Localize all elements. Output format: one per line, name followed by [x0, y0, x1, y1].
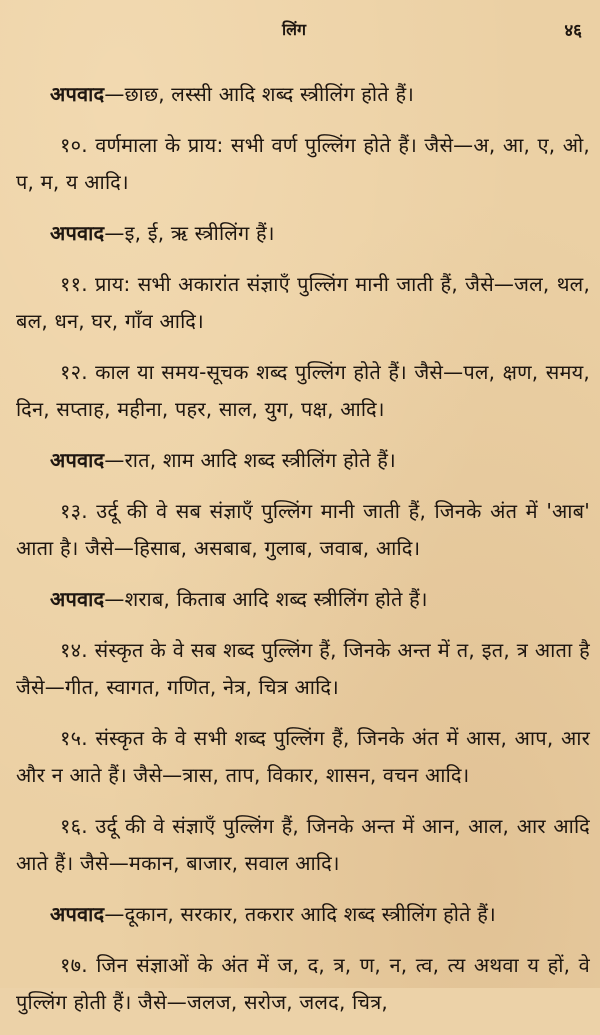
exception-text: —रात, शाम आदि शब्द स्त्रीलिंग होते हैं। [104, 448, 396, 472]
rule-paragraph-17: १७. जिन संज्ञाओं के अंत में ज, द, त्र, ण, न, त्व, त्य अथवा य हों, वे पुल्लिंग होती हैं। जैसे—जलज, सरोज, जलद, चित्र, [16, 953, 590, 1014]
exception-label: अपवाद [50, 448, 105, 472]
exception-label: अपवाद [50, 221, 105, 245]
exception-label: अपवाद [50, 902, 105, 926]
exception-text: —शराब, किताब आदि शब्द स्त्रीलिंग होते हैं। [104, 587, 428, 611]
exception-paragraph [16, 581, 590, 618]
page-body [16, 76, 590, 1035]
exception-label: अपवाद [50, 82, 105, 106]
page-header [0, 18, 600, 44]
rule-paragraph-14: १४. संस्कृत के वे सब शब्द पुल्लिंग हैं, जिनके अन्त में त, इत, त्र आता है जैसे—गीत, स्वागत, गणित, नेत्र, चित्र आदि। [16, 638, 590, 699]
running-head: लिंग [282, 20, 307, 39]
exception-paragraph [16, 215, 590, 252]
rule-paragraph-10: १०. वर्णमाला के प्राय: सभी वर्ण पुल्लिंग होते हैं। जैसे—अ, आ, ए, ओ, प, म, य आदि। [16, 133, 590, 194]
exception-text: —इ, ई, ऋ स्त्रीलिंग हैं। [104, 221, 275, 245]
exception-text: —छाछ, लस्सी आदि शब्द स्त्रीलिंग होते हैं। [104, 82, 415, 106]
exception-paragraph [16, 76, 590, 113]
rule-paragraph-15: १५. संस्कृत के वे सभी शब्द पुल्लिंग हैं, जिनके अंत में आस, आप, आर और न आते हैं। जैसे—त्रास, ताप, विकार, शासन, वचन आदि। [16, 726, 590, 787]
rule-paragraph-13: १३. उर्दू की वे सब संज्ञाएँ पुल्लिंग मानी जाती हैं, जिनके अंत में 'आब' आता है। जैसे—हिसाब, असबाब, गुलाब, जवाब, आदि। [16, 499, 590, 560]
exception-paragraph [16, 442, 590, 479]
rule-paragraph-12: १२. काल या समय-सूचक शब्द पुल्लिंग होते हैं। जैसे—पल, क्षण, समय, दिन, सप्ताह, महीना, पहर, साल, युग, पक्ष, आदि। [16, 360, 590, 421]
rule-paragraph-16: १६. उर्दू की वे संज्ञाएँ पुल्लिंग हैं, जिनके अन्त में आन, आल, आर आदि आते हैं। जैसे—मकान, बाजार, सवाल आदि। [16, 814, 590, 875]
page-number: ४६ [564, 21, 582, 41]
exception-text: —दूकान, सरकार, तकरार आदि शब्द स्त्रीलिंग होते हैं। [104, 902, 496, 926]
exception-paragraph [16, 896, 590, 933]
rule-paragraph-11: ११. प्राय: सभी अकारांत संज्ञाएँ पुल्लिंग मानी जाती हैं, जैसे—जल, थल, बल, धन, घर, गाँव आदि। [16, 272, 590, 333]
exception-label: अपवाद [50, 587, 105, 611]
